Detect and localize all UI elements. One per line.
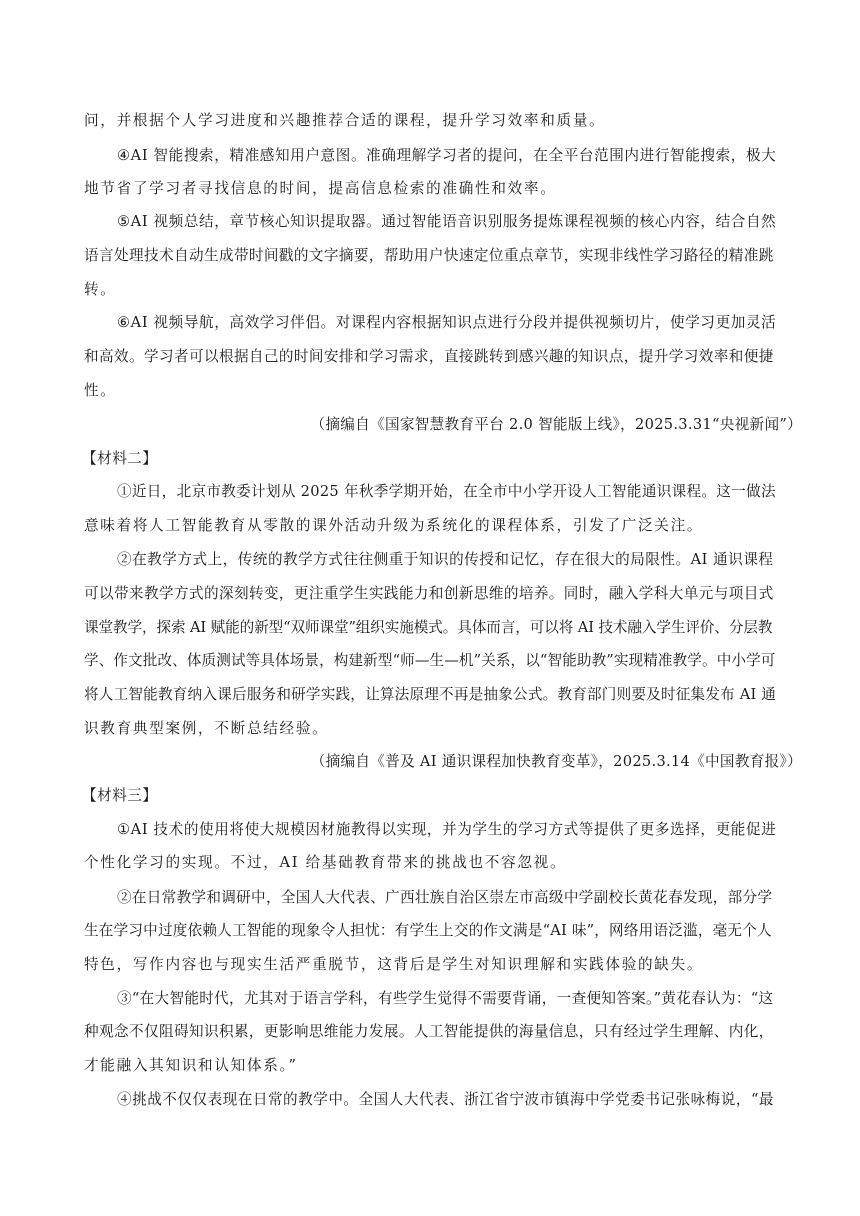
- text-line: 语言处理技术自动生成带时间戳的文字摘要，帮助用户快速定位重点章节，实现非线性学习路径的精准跳: [84, 247, 774, 264]
- text-line: 和高效。学习者可以根据自己的时间安排和学习需求，直接跳转到感兴趣的知识点，提升学习效率和便捷: [84, 348, 774, 365]
- paragraph-ai-video-summary-line: ⑤AI 视频总结，章节核心知识提取器。通过智能语音识别服务提炼课程视频的核心内容，结合自然: [117, 213, 777, 230]
- text-line: 地节省了学习者寻找信息的时间，提高信息检索的准确性和效率。: [84, 180, 557, 197]
- text-line: 生在学习中过度依赖人工智能的现象令人担忧：有学生上交的作文满是“AI 味”，网络用语泛滥，毫无个人: [84, 922, 772, 939]
- text-line: 意味着将人工智能教育从零散的课外活动升级为系统化的课程体系，引发了广泛关注。: [84, 517, 704, 534]
- text-line: 性。: [84, 382, 117, 399]
- source-citation-1: （摘编自《国家智慧教育平台 2.0 智能版上线》，2025.3.31“央视新闻”）: [310, 416, 802, 433]
- material-2-para-1-line: ①近日，北京市教委计划从 2025 年秋季学期开始，在全市中小学开设人工智能通识课程。这一做法: [117, 483, 776, 500]
- material-3-para-2-line: ②在日常教学和调研中，全国人大代表、广西壮族自治区崇左市高级中学副校长黄花春发现，部分学: [117, 889, 773, 906]
- text-line: 问，并根据个人学习进度和兴趣推荐合适的课程，提升学习效率和质量。: [84, 112, 606, 129]
- text-line: 课堂教学，探索 AI 赋能的新型“双师课堂”组织实施模式。具体而言，可以将 AI 技术融入学生评价、分层教: [84, 619, 773, 636]
- text-line: 可以带来教学方式的深刻转变，更注重学生实践能力和创新思维的培养。同时，融入学科大单元与项目式: [84, 585, 774, 602]
- text-line: 个性化学习的实现。不过，AI 给基础教育带来的挑战也不容忽视。: [84, 854, 567, 871]
- material-3-para-3-line: ③“在大智能时代，尤其对于语言学科，有些学生觉得不需要背诵，一查便知答案。”黄花春认为：“这: [117, 990, 774, 1007]
- text-line: 特色，写作内容也与现实生活严重脱节，这背后是学生对知识理解和实践体验的缺失。: [84, 956, 704, 973]
- paragraph-ai-search-line: ④AI 智能搜索，精准感知用户意图。准确理解学习者的提问，在全平台范围内进行智能搜索，极大: [117, 147, 777, 164]
- text-line: 种观念不仅阻碍知识积累，更影响思维能力发展。人工智能提供的海量信息，只有经过学生理解、内化，: [84, 1023, 774, 1040]
- material-2-para-2-line: ②在教学方式上，传统的教学方式往往侧重于知识的传授和记忆，存在很大的局限性。AI 通识课程: [117, 551, 774, 568]
- text-line: 学、作文批改、体质测试等具体场景，构建新型“师—生—机”关系，以“智能助教”实现精准教学。中小学可: [84, 652, 776, 669]
- section-heading-material-3: 【材料三】: [82, 787, 158, 804]
- material-3-para-1-line: ①AI 技术的使用将使大规模因材施教得以实现，并为学生的学习方式等提供了更多选择，更能促进: [117, 821, 777, 838]
- material-3-para-4-line: ④挑战不仅仅表现在日常的教学中。全国人大代表、浙江省宁波市镇海中学党委书记张咏梅说，“最: [117, 1091, 774, 1108]
- text-line: 才能融入其知识和认知体系。”: [84, 1057, 298, 1074]
- paragraph-ai-video-nav-line: ⑥AI 视频导航，高效学习伴侣。对课程内容根据知识点进行分段并提供视频切片，使学习更加灵活: [117, 314, 777, 331]
- text-line: 转。: [84, 281, 117, 298]
- section-heading-material-2: 【材料二】: [82, 450, 158, 467]
- text-line: 将人工智能教育纳入课后服务和研学实践，让算法原理不再是抽象公式。教育部门则要及时征集发布 AI 通: [84, 686, 777, 703]
- text-line: 识教育典型案例，不断总结经验。: [84, 720, 329, 737]
- source-citation-2: （摘编自《普及 AI 通识课程加快教育变革》，2025.3.14《中国教育报》）: [310, 753, 802, 770]
